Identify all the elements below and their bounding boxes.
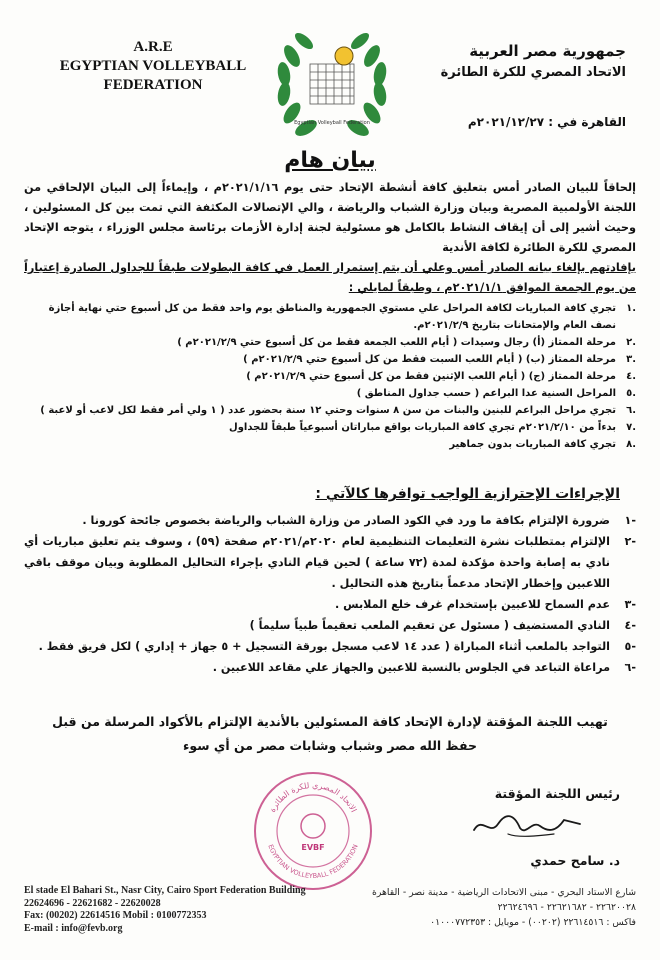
closing-text <box>24 710 636 758</box>
list-item: -٥ التواجد بالملعب أثناء المباراة ( عدد ١٤ لاعب مسجل بورقة التسجيل + ٥ جهاز + إداري ) لكل فريق فقط . <box>38 640 636 653</box>
header-ar-line2: الاتحاد المصري للكرة الطائرة <box>440 65 626 80</box>
svg-text:EGYPTIAN VOLLEYBALL FEDERATION: EGYPTIAN VOLLEYBALL FEDERATION <box>266 843 360 881</box>
footer-arabic <box>336 885 636 930</box>
list-item: .٣ مرحلة الممتاز (ب) ( أيام اللعب السبت فقط من كل أسبوع حتي ٢٠٢١/٢/٩م ) <box>243 354 636 365</box>
list-item: -٤ النادي المستضيف ( مسئول عن تعقيم الملعب تعقيماً طبياً سليماً ) <box>249 619 636 632</box>
letter-date: القاهرة في : ٢٠٢١/١٢/٢٧م <box>467 115 626 129</box>
handwritten-signature <box>468 806 588 842</box>
intro-paragraph <box>24 178 636 298</box>
header-arabic <box>396 40 626 84</box>
federation-stamp <box>250 768 376 894</box>
list-item: .٦ تجري مراحل البراعم للبنين والبنات من سن ٨ سنوات وحتي ١٢ سنة بحضور عدد ( ١ ولي أمر فقط لكل لاعب أو لاعبة ) <box>40 405 636 416</box>
list-item: -٦ مراعاة التباعد في الجلوس بالنسبة للاعبين والجهاز علي مقاعد اللاعبين . <box>212 661 636 674</box>
footer-fax: Fax: (00202) 22614516 Mobil : 0100772353 <box>24 910 207 921</box>
logo-caption: Egyptian Volleyball Federation <box>294 120 370 126</box>
header-english <box>48 38 258 95</box>
footer-ar-address: شارع الاستاد البحري - مبنى الاتحادات الرياضية - مدينة نصر - القاهرة <box>372 887 636 898</box>
volleyball-icon <box>335 47 353 65</box>
svg-text:EVBF: EVBF <box>301 843 325 852</box>
measures-list <box>24 510 636 678</box>
header-en-line3: FEDERATION <box>103 77 203 93</box>
header-en-line2: EGYPTIAN VOLLEYBALL <box>59 58 247 74</box>
footer-english <box>24 885 354 935</box>
list-item: -١ ضرورة الإلتزام بكافة ما ورد في الكود الصادر من وزارة الشباب والرياضة بخصوص جائحة كورونا . <box>82 514 636 527</box>
federation-logo <box>262 16 402 156</box>
list-item: .٥ المراحل السنية عدا البراعم ( حسب جداول المناطق ) <box>356 388 636 399</box>
svg-text:الاتحاد المصري للكرة الطائرة: الاتحاد المصري للكرة الطائرة <box>267 780 359 814</box>
signature-name: د. سامح حمدي <box>530 853 620 868</box>
page-title: بيان هام <box>284 148 376 173</box>
measures-heading: الإجراءات الإحترازية الواجب توافرها كالآتي : <box>315 486 620 502</box>
list-item: .٧ بدءاً من ٢٠٢١/٢/١٠م تجري كافة المباريات بواقع مباراتان أسبوعياً طبقاً للجداول <box>229 422 636 433</box>
closing-line1: تهيب اللجنة المؤقتة لإدارة الإتحاد كافة المسئولين بالأندية الإلتزام بالأكواد المرسلة من قبل <box>52 714 608 729</box>
footer-email: E-mail : info@fevb.org <box>24 922 123 934</box>
stamp-emblem-icon <box>301 814 325 838</box>
list-item: -٣ عدم السماح للاعبين بإستخدام غرف خلع الملابس . <box>335 598 636 611</box>
header-ar-line1: جمهورية مصر العربية <box>469 42 626 60</box>
footer-phones: 22624696 - 22621682 - 22620028 <box>24 897 161 909</box>
list-item: .٤ مرحلة الممتاز (ج) ( أيام اللعب الإثنين فقط من كل أسبوع حتي ٢٠٢١/٢/٩م ) <box>246 371 636 382</box>
closing-line2: حفظ الله مصر وشباب وشابات مصر من أي سوء <box>183 738 477 753</box>
volleyball-net-icon <box>310 64 354 104</box>
list-item: .٨ تجري كافة المباريات بدون جماهير <box>449 439 636 450</box>
footer-address: El stade El Bahari St., Nasr City, Cairo Sport Federation Building <box>24 885 306 896</box>
intro-p1: إلحاقاً للبيان الصادر أمس بتعليق كافة أنشطة الإتحاد حتى يوم ٢٠٢١/١/١٦م ، وإيماءاً إلى البيان الإلحاقي من اللجنة الأولمبية المصرية وبيان وزارة الشباب والرياضة ، والي الإتصالات المكثفة التي تمت بين كل المسئولين ، وحيث أشير إلى أن إيقاف النشاط بالكامل هو مسئولية لجنة إدارة الأزمات برئاسة مجلس الوزراء ، يتوجه الإتحاد المصري للكرة الطائرة لكافة الأندية <box>24 181 637 254</box>
signature-title: رئيس اللجنة المؤقتة <box>494 786 620 801</box>
list-item: -٢ الإلتزام بمتطلبات نشرة التعليمات التنظيمية لعام ٢٠٢٠م/٢٠٢١م صفحة (٥٩) ، وسوف يتم تعليق مباريات أي نادي به إصابة واحدة مؤكدة لمدة (٧٢ ساعة ) لحين قيام النادي بإجراء التحاليل المطلوبة وبيان موقف باقي اللاعبين وإخطار الإتحاد مدعماً بتاريخ هذه التحاليل . <box>24 535 636 590</box>
header-en-line1: A.R.E <box>133 39 173 55</box>
schedule-list <box>24 300 636 453</box>
intro-p2: بإفادتهم بإلغاء بيانه الصادر أمس وعلي أن يتم إستمرار العمل في كافة البطولات طبقاً للجداول الصادرة إعتباراً من يوم الجمعة الموافق ٢٠٢١/١/١م ، وطبقاً لمايلي : <box>24 261 636 294</box>
footer-ar-fax: فاكس : ٢٢٦١٤٥١٦ (٠٠٢٠٢) - موبايل : ٠١٠٠٠٧٧٢٣٥٣ <box>430 917 636 928</box>
footer-ar-phones: ٢٢٦٢٠٠٢٨ - ٢٢٦٢١٦٨٢ - ٢٢٦٢٤٦٩٦ <box>497 902 636 913</box>
list-item: .٢ مرحلة الممتاز (أ) رجال وسيدات ( أيام اللعب الجمعة فقط من كل أسبوع حتي ٢٠٢١/٢/٩م ) <box>177 337 636 348</box>
list-item: .١ تجري كافة المباريات لكافة المراحل علي مستوي الجمهورية والمناطق يوم واحد فقط من كل أسبوع حتي نهاية أجازة نصف العام والإمتحانات بتاريخ ٢٠٢١/٢/٩م. <box>48 303 636 331</box>
